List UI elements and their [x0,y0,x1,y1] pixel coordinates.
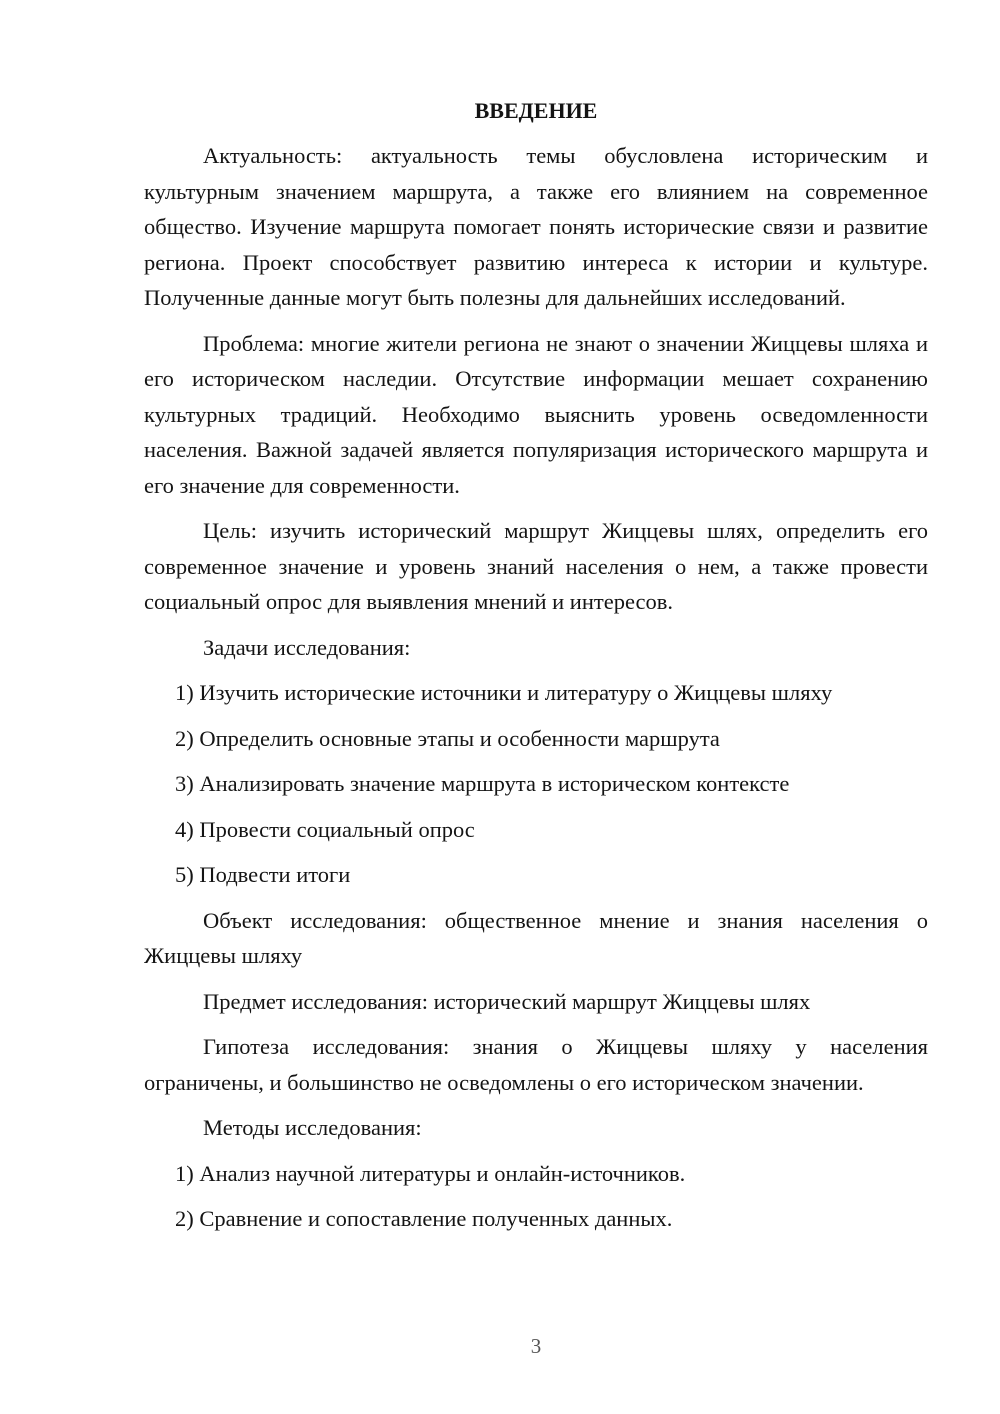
hypothesis-paragraph: Гипотеза исследования: знания о Жиццевы шляху у населения ограничены, и большинство не осведомлены о его историческом значении. [144,1034,928,1095]
task-item: 5) Подвести итоги [175,862,351,887]
relevance-paragraph: Актуальность: актуальность темы обусловлена историческим и культурным значением маршрута, а также его влиянием на современное общество. Изучение маршрута помогает понять исторические связи и развитие региона. Проект способствует развитию интереса к истории и культуре. Полученные данные могут быть полезны для дальнейших исследований. [144,143,928,310]
tasks-title: Задачи исследования: [203,634,411,660]
section-heading: ВВЕДЕНИЕ [474,98,598,123]
method-item: 2) Сравнение и сопоставление полученных данных. [175,1206,673,1231]
task-item: 2) Определить основные этапы и особенности маршрута [175,725,720,751]
task-item: 3) Анализировать значение маршрута в историческом контексте [175,771,790,796]
document-page [144,96,928,1247]
methods-title: Методы исследования: [203,1115,422,1140]
problem-paragraph: Проблема: многие жители региона не знают о значении Жиццевы шляха и его историческом наследии. Отсутствие информации мешает сохранению культурных традиций. Необходимо выяснить уровень осведомленности населения. Важной задачей является популяризация исторического маршрута и его значение для современности. [144,330,928,498]
object-paragraph: Объект исследования: общественное мнение и знания населения о Жиццевы шляху [144,907,928,968]
page-number: 3 [530,1334,542,1358]
subject-paragraph: Предмет исследования: исторический маршрут Жиццевы шлях [203,988,811,1014]
task-item: 4) Провести социальный опрос [175,816,475,842]
task-item: 1) Изучить исторические источники и литературу о Жиццевы шляху [175,680,833,705]
method-item: 1) Анализ научной литературы и онлайн-источников. [175,1160,686,1186]
goal-paragraph: Цель: изучить исторический маршрут Жиццевы шлях, определить его современное значение и уровень знаний населения о нем, а также провести социальный опрос для выявления мнений и интересов. [144,518,928,614]
